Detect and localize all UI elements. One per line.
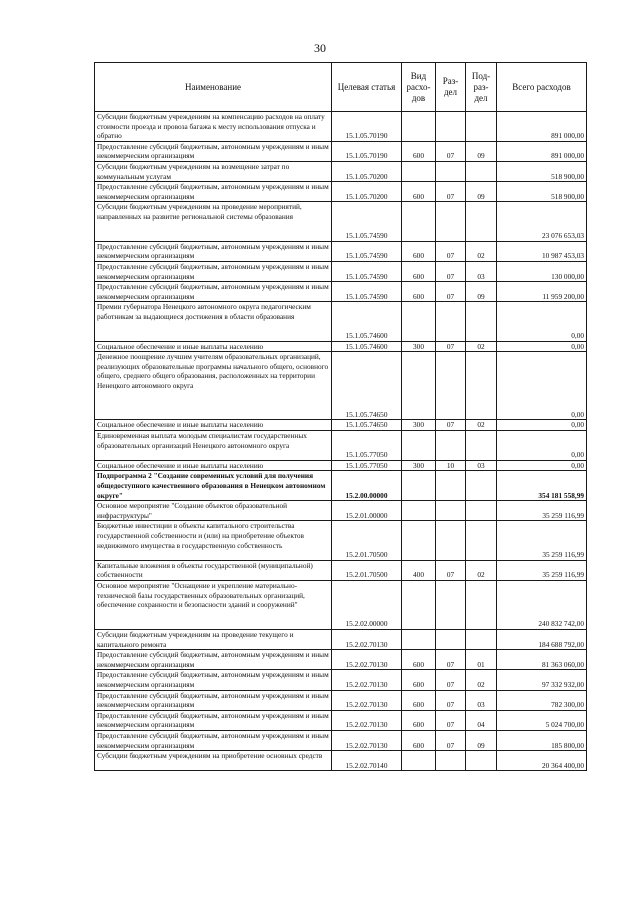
table-row bbox=[95, 560, 587, 580]
table-row bbox=[95, 341, 587, 352]
row-total: 518 900,00 bbox=[497, 161, 587, 181]
row-subsection bbox=[466, 431, 497, 461]
row-subsection: 09 bbox=[466, 730, 497, 750]
header-target-article: Целевая статья bbox=[332, 63, 402, 112]
row-name: Предоставление субсидий бюджетным, автономным учреждениям и иным некоммерческим организациям bbox=[95, 650, 332, 670]
row-expense-type bbox=[402, 431, 436, 461]
table-row bbox=[95, 161, 587, 181]
row-total: 891 000,00 bbox=[497, 112, 587, 142]
row-subsection: 09 bbox=[466, 182, 497, 202]
row-subsection: 02 bbox=[466, 560, 497, 580]
table-row bbox=[95, 730, 587, 750]
budget-table bbox=[94, 62, 587, 771]
row-total: 20 364 400,00 bbox=[497, 751, 587, 771]
row-name: Предоставление субсидий бюджетным, автономным учреждениям и иным некоммерческим организациям bbox=[95, 261, 332, 281]
row-subsection: 02 bbox=[466, 241, 497, 261]
page-number: 30 bbox=[314, 41, 326, 55]
row-subsection: 03 bbox=[466, 690, 497, 710]
row-target-article: 15.1.05.74600 bbox=[332, 302, 402, 341]
row-expense-type bbox=[402, 521, 436, 560]
header-total: Всего расходов bbox=[497, 63, 587, 112]
row-section bbox=[436, 630, 466, 650]
row-expense-type bbox=[402, 202, 436, 241]
row-total: 184 688 792,00 bbox=[497, 630, 587, 650]
row-subsection: 02 bbox=[466, 420, 497, 431]
row-target-article: 15.1.05.70190 bbox=[332, 141, 402, 161]
header-section: Раз-дел bbox=[436, 63, 466, 112]
row-name: Субсидии бюджетным учреждениям на компенсацию расходов на оплату стоимости проезда и провоза багажа к месту использования отпуска и обратно bbox=[95, 112, 332, 142]
row-expense-type: 600 bbox=[402, 730, 436, 750]
row-total: 35 259 116,99 bbox=[497, 521, 587, 560]
row-subsection: 09 bbox=[466, 141, 497, 161]
table-row bbox=[95, 501, 587, 521]
row-name: Предоставление субсидий бюджетным, автономным учреждениям и иным некоммерческим организациям bbox=[95, 182, 332, 202]
row-target-article: 15.2.02.70140 bbox=[332, 751, 402, 771]
row-target-article: 15.1.05.74590 bbox=[332, 202, 402, 241]
row-total: 240 832 742,00 bbox=[497, 581, 587, 630]
row-total: 5 024 700,00 bbox=[497, 710, 587, 730]
row-name: Основное мероприятие "Создание объектов образовательной инфраструктуры" bbox=[95, 501, 332, 521]
row-subsection: 09 bbox=[466, 282, 497, 302]
row-target-article: 15.2.02.70130 bbox=[332, 630, 402, 650]
row-expense-type: 600 bbox=[402, 282, 436, 302]
row-target-article: 15.1.05.77050 bbox=[332, 460, 402, 471]
row-total: 23 076 653,03 bbox=[497, 202, 587, 241]
row-name: Субсидии бюджетным учреждениям на приобретение основных средств bbox=[95, 751, 332, 771]
row-expense-type: 600 bbox=[402, 182, 436, 202]
row-section: 07 bbox=[436, 420, 466, 431]
row-section bbox=[436, 302, 466, 341]
row-name: Предоставление субсидий бюджетным, автономным учреждениям и иным некоммерческим организациям bbox=[95, 670, 332, 690]
row-section: 07 bbox=[436, 670, 466, 690]
row-target-article: 15.1.05.74600 bbox=[332, 341, 402, 352]
table-row bbox=[95, 112, 587, 142]
row-section bbox=[436, 501, 466, 521]
table-row bbox=[95, 460, 587, 471]
row-subsection bbox=[466, 112, 497, 142]
row-name: Социальное обеспечение и иные выплаты населению bbox=[95, 341, 332, 352]
header-expense-type: Вид расхо-дов bbox=[402, 63, 436, 112]
row-subsection: 03 bbox=[466, 261, 497, 281]
row-total: 0,00 bbox=[497, 460, 587, 471]
row-expense-type: 600 bbox=[402, 241, 436, 261]
row-total: 11 959 200,00 bbox=[497, 282, 587, 302]
row-subsection bbox=[466, 630, 497, 650]
row-expense-type bbox=[402, 352, 436, 420]
row-target-article: 15.2.02.70130 bbox=[332, 710, 402, 730]
row-target-article: 15.2.02.70130 bbox=[332, 650, 402, 670]
table-row bbox=[95, 521, 587, 560]
row-target-article: 15.2.01.00000 bbox=[332, 501, 402, 521]
row-section bbox=[436, 431, 466, 461]
row-name: Капитальные вложения в объекты государственной (муниципальной) собственности bbox=[95, 560, 332, 580]
row-total: 10 987 453,03 bbox=[497, 241, 587, 261]
row-section: 07 bbox=[436, 341, 466, 352]
row-target-article: 15.1.05.70200 bbox=[332, 182, 402, 202]
table-row bbox=[95, 710, 587, 730]
row-target-article: 15.1.05.77050 bbox=[332, 431, 402, 461]
row-subsection: 04 bbox=[466, 710, 497, 730]
table-row bbox=[95, 431, 587, 461]
row-target-article: 15.1.05.74650 bbox=[332, 352, 402, 420]
row-target-article: 15.2.01.70500 bbox=[332, 560, 402, 580]
row-section: 07 bbox=[436, 560, 466, 580]
row-subsection bbox=[466, 352, 497, 420]
row-subsection: 02 bbox=[466, 670, 497, 690]
table-row bbox=[95, 690, 587, 710]
row-section: 07 bbox=[436, 282, 466, 302]
row-name: Подпрограмма 2 "Создание современных условий для получения общедоступного качественного образования в Ненецком автономном округе" bbox=[95, 471, 332, 501]
row-section: 10 bbox=[436, 460, 466, 471]
row-section: 07 bbox=[436, 690, 466, 710]
row-target-article: 15.1.05.74590 bbox=[332, 282, 402, 302]
row-total: 0,00 bbox=[497, 420, 587, 431]
row-name: Предоставление субсидий бюджетным, автономным учреждениям и иным некоммерческим организациям bbox=[95, 282, 332, 302]
row-total: 0,00 bbox=[497, 352, 587, 420]
table-row bbox=[95, 630, 587, 650]
row-expense-type: 300 bbox=[402, 341, 436, 352]
table-row bbox=[95, 420, 587, 431]
table-header bbox=[95, 63, 587, 112]
row-target-article: 15.2.01.70500 bbox=[332, 521, 402, 560]
table-row bbox=[95, 581, 587, 630]
row-subsection: 02 bbox=[466, 341, 497, 352]
row-expense-type: 600 bbox=[402, 261, 436, 281]
row-subsection bbox=[466, 302, 497, 341]
row-section bbox=[436, 751, 466, 771]
row-expense-type bbox=[402, 501, 436, 521]
row-expense-type bbox=[402, 581, 436, 630]
row-expense-type: 600 bbox=[402, 650, 436, 670]
row-name: Социальное обеспечение и иные выплаты населению bbox=[95, 460, 332, 471]
row-target-article: 15.2.02.70130 bbox=[332, 730, 402, 750]
row-total: 891 000,00 bbox=[497, 141, 587, 161]
row-name: Предоставление субсидий бюджетным, автономным учреждениям и иным некоммерческим организациям bbox=[95, 141, 332, 161]
row-section bbox=[436, 471, 466, 501]
row-target-article: 15.1.05.70200 bbox=[332, 161, 402, 181]
row-name: Премии губернатора Ненецкого автономного округа педагогическим работникам за выдающиеся достижения в области образования bbox=[95, 302, 332, 341]
row-name: Субсидии бюджетным учреждениям на проведение текущего и капитального ремонта bbox=[95, 630, 332, 650]
row-subsection bbox=[466, 471, 497, 501]
row-expense-type: 600 bbox=[402, 670, 436, 690]
row-subsection: 01 bbox=[466, 650, 497, 670]
table-row bbox=[95, 751, 587, 771]
row-total: 0,00 bbox=[497, 341, 587, 352]
row-section: 07 bbox=[436, 182, 466, 202]
row-total: 0,00 bbox=[497, 431, 587, 461]
row-section: 07 bbox=[436, 650, 466, 670]
row-name: Бюджетные инвестиции в объекты капитального строительства государственной собственности и (или) на приобретение объектов недвижимого имущества в государственную собственность bbox=[95, 521, 332, 560]
row-name: Денежное поощрение лучшим учителям образовательных организаций, реализующих образовательные программы начального общего, основного общего, среднего общего образования, расположенных на территории Ненецкого автономного округа bbox=[95, 352, 332, 420]
row-name: Основное мероприятие "Оснащение и укрепление материально-технической базы государственных образовательных организаций, обеспечение сохранности и безопасности зданий и сооружений" bbox=[95, 581, 332, 630]
row-subsection: 03 bbox=[466, 460, 497, 471]
table-row bbox=[95, 261, 587, 281]
row-name: Единовременная выплата молодым специалистам государственных образовательных организаций Ненецкого автономного округа bbox=[95, 431, 332, 461]
row-target-article: 15.2.02.70130 bbox=[332, 690, 402, 710]
row-target-article: 15.2.00.00000 bbox=[332, 471, 402, 501]
row-subsection bbox=[466, 521, 497, 560]
row-total: 97 332 932,00 bbox=[497, 670, 587, 690]
row-target-article: 15.1.05.70190 bbox=[332, 112, 402, 142]
table-row bbox=[95, 282, 587, 302]
row-section: 07 bbox=[436, 710, 466, 730]
row-section: 07 bbox=[436, 141, 466, 161]
row-target-article: 15.2.02.70130 bbox=[332, 670, 402, 690]
row-total: 518 900,00 bbox=[497, 182, 587, 202]
row-name: Субсидии бюджетным учреждениям на проведение мероприятий, направленных на развитие региональной системы образования bbox=[95, 202, 332, 241]
row-total: 35 259 116,99 bbox=[497, 501, 587, 521]
row-total: 354 181 558,99 bbox=[497, 471, 587, 501]
row-name: Социальное обеспечение и иные выплаты населению bbox=[95, 420, 332, 431]
row-expense-type bbox=[402, 161, 436, 181]
row-total: 81 363 060,00 bbox=[497, 650, 587, 670]
row-subsection bbox=[466, 501, 497, 521]
row-expense-type: 300 bbox=[402, 460, 436, 471]
table-row bbox=[95, 182, 587, 202]
row-name: Предоставление субсидий бюджетным, автономным учреждениям и иным некоммерческим организациям bbox=[95, 710, 332, 730]
row-subsection bbox=[466, 751, 497, 771]
row-total: 782 300,00 bbox=[497, 690, 587, 710]
row-expense-type bbox=[402, 630, 436, 650]
table-row bbox=[95, 241, 587, 261]
row-subsection bbox=[466, 202, 497, 241]
row-section bbox=[436, 352, 466, 420]
table-row bbox=[95, 141, 587, 161]
table-row bbox=[95, 650, 587, 670]
row-total: 185 800,00 bbox=[497, 730, 587, 750]
row-subsection bbox=[466, 161, 497, 181]
table-row bbox=[95, 670, 587, 690]
row-total: 35 259 116,99 bbox=[497, 560, 587, 580]
row-expense-type: 600 bbox=[402, 690, 436, 710]
row-expense-type: 400 bbox=[402, 560, 436, 580]
table-row bbox=[95, 302, 587, 341]
row-section bbox=[436, 161, 466, 181]
row-name: Субсидии бюджетным учреждениям на возмещение затрат по коммунальным услугам bbox=[95, 161, 332, 181]
row-name: Предоставление субсидий бюджетным, автономным учреждениям и иным некоммерческим организациям bbox=[95, 241, 332, 261]
header-name: Наименование bbox=[95, 63, 332, 112]
row-section: 07 bbox=[436, 730, 466, 750]
row-target-article: 15.1.05.74590 bbox=[332, 241, 402, 261]
row-expense-type bbox=[402, 471, 436, 501]
row-section bbox=[436, 581, 466, 630]
row-target-article: 15.1.05.74590 bbox=[332, 261, 402, 281]
row-name: Предоставление субсидий бюджетным, автономным учреждениям и иным некоммерческим организациям bbox=[95, 690, 332, 710]
row-name: Предоставление субсидий бюджетным, автономным учреждениям и иным некоммерческим организациям bbox=[95, 730, 332, 750]
row-total: 0,00 bbox=[497, 302, 587, 341]
row-expense-type bbox=[402, 302, 436, 341]
row-expense-type bbox=[402, 751, 436, 771]
row-expense-type bbox=[402, 112, 436, 142]
row-total: 130 000,00 bbox=[497, 261, 587, 281]
row-section bbox=[436, 521, 466, 560]
row-expense-type: 600 bbox=[402, 710, 436, 730]
row-section bbox=[436, 112, 466, 142]
row-expense-type: 300 bbox=[402, 420, 436, 431]
row-target-article: 15.1.05.74650 bbox=[332, 420, 402, 431]
table-row bbox=[95, 202, 587, 241]
row-subsection bbox=[466, 581, 497, 630]
row-section: 07 bbox=[436, 261, 466, 281]
header-subsection: Под-раз-дел bbox=[466, 63, 497, 112]
row-target-article: 15.2.02.00000 bbox=[332, 581, 402, 630]
row-section: 07 bbox=[436, 241, 466, 261]
row-expense-type: 600 bbox=[402, 141, 436, 161]
table-row bbox=[95, 471, 587, 501]
table-row bbox=[95, 352, 587, 420]
row-section bbox=[436, 202, 466, 241]
